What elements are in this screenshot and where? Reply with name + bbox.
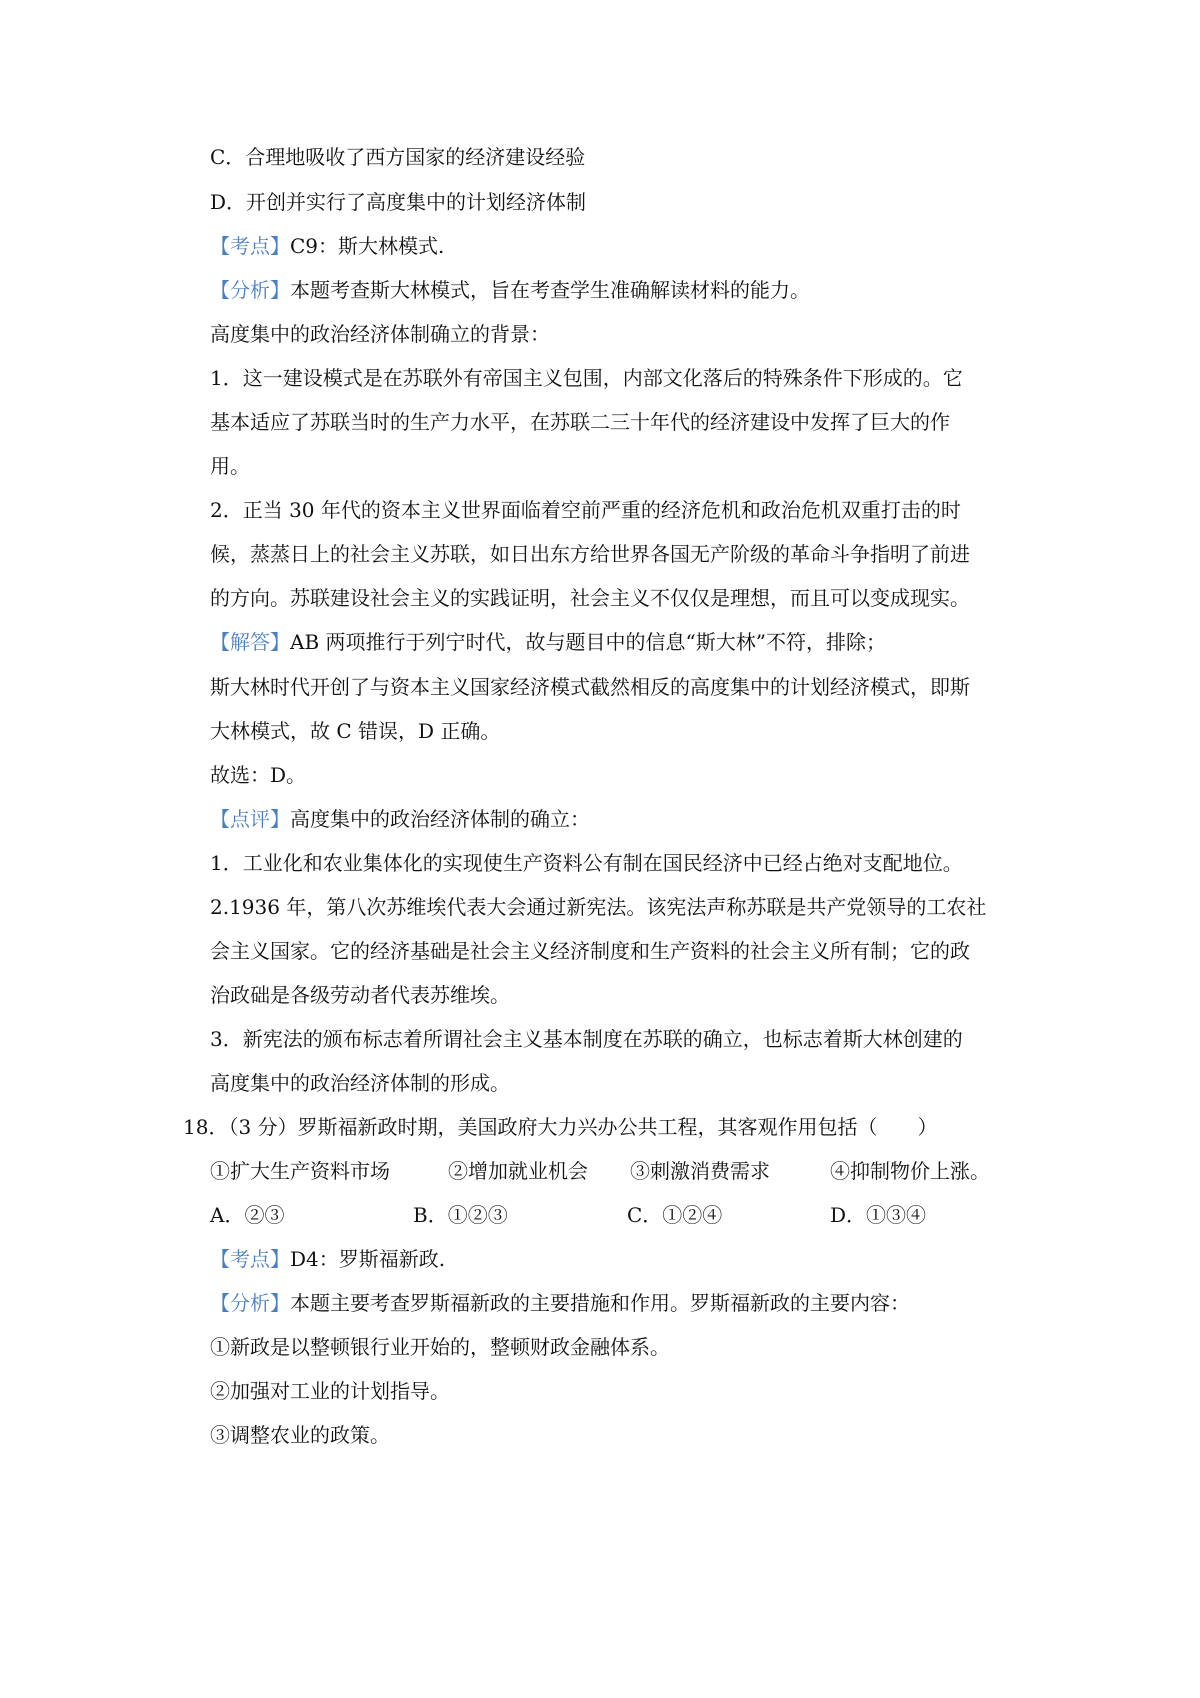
q18-item-2: ②增加就业机会 xyxy=(448,1159,588,1183)
kaodian-tag: 【考点】 xyxy=(210,234,290,258)
paragraph-line: 大林模式，故 C 错误，D 正确。 xyxy=(210,719,501,743)
q18-choice-b: B．①②③ xyxy=(413,1203,508,1227)
fenxi-line xyxy=(210,276,810,304)
option-d-text: D．开创并实行了高度集中的计划经济体制 xyxy=(210,190,587,214)
kaodian-text-2: D4：罗斯福新政. xyxy=(290,1247,446,1271)
paragraph-line: 1．工业化和农业集体化的实现使生产资料公有制在国民经济中已经占绝对支配地位。 xyxy=(210,851,963,875)
kaodian-line xyxy=(210,232,444,260)
jieda-tag: 【解答】 xyxy=(210,630,290,654)
paragraph-line: 治政础是各级劳动者代表苏维埃。 xyxy=(210,983,510,1007)
q18-item-4: ④抑制物价上涨。 xyxy=(830,1159,990,1183)
jieda-line xyxy=(210,628,886,656)
dianping-tag: 【点评】 xyxy=(210,807,290,831)
paragraph-line: 基本适应了苏联当时的生产力水平，在苏联二三十年代的经济建设中发挥了巨大的作 xyxy=(210,410,950,434)
fenxi-line-2 xyxy=(210,1289,910,1317)
dianping-text: 高度集中的政治经济体制的确立： xyxy=(290,807,590,831)
paragraph-line: ②加强对工业的计划指导。 xyxy=(210,1379,450,1403)
paragraph-line: 3．新宪法的颁布标志着所谓社会主义基本制度在苏联的确立，也标志着斯大林创建的 xyxy=(210,1027,963,1051)
paragraph-line: 的方向。苏联建设社会主义的实践证明，社会主义不仅仅是理想，而且可以变成现实。 xyxy=(210,586,970,610)
paragraph-line: 2.1936 年，第八次苏维埃代表大会通过新宪法。该宪法声称苏联是共产党领导的工农社 xyxy=(210,895,987,919)
q18-choice-c: C．①②④ xyxy=(627,1203,723,1227)
q18-item-3: ③刺激消费需求 xyxy=(630,1159,770,1183)
q18-choice-d: D．①③④ xyxy=(830,1203,927,1227)
paragraph-line: ①新政是以整顿银行业开始的，整顿财政金融体系。 xyxy=(210,1335,670,1359)
paragraph-line: 1．这一建设模式是在苏联外有帝国主义包围，内部文化落后的特殊条件下形成的。它 xyxy=(210,366,963,390)
kaodian-tag-2: 【考点】 xyxy=(210,1247,290,1271)
fenxi-tag-2: 【分析】 xyxy=(210,1291,290,1315)
fenxi-text: 本题考查斯大林模式，旨在考查学生准确解读材料的能力。 xyxy=(290,278,810,302)
kaodian-line-2 xyxy=(210,1245,445,1273)
answer-line: 故选：D。 xyxy=(210,763,307,787)
paragraph-line: 高度集中的政治经济体制确立的背景： xyxy=(210,322,550,346)
paragraph-line: 高度集中的政治经济体制的形成。 xyxy=(210,1071,510,1095)
paragraph-line: 用。 xyxy=(210,454,250,478)
paragraph-line: ③调整农业的政策。 xyxy=(210,1423,390,1447)
option-c-text: C．合理地吸收了西方国家的经济建设经验 xyxy=(210,145,586,169)
fenxi-tag: 【分析】 xyxy=(210,278,290,302)
dianping-line xyxy=(210,805,590,833)
kaodian-text: C9：斯大林模式. xyxy=(290,234,445,258)
paragraph-line: 会主义国家。它的经济基础是社会主义经济制度和生产资料的社会主义所有制；它的政 xyxy=(210,939,970,963)
q18-item-1: ①扩大生产资料市场 xyxy=(210,1159,390,1183)
question-18-stem: 18．（3 分）罗斯福新政时期，美国政府大力兴办公共工程，其客观作用包括（ ） xyxy=(183,1115,938,1139)
q18-choice-a: A．②③ xyxy=(210,1203,285,1227)
fenxi-text-2: 本题主要考查罗斯福新政的主要措施和作用。罗斯福新政的主要内容： xyxy=(290,1291,910,1315)
paragraph-line: 2．正当 30 年代的资本主义世界面临着空前严重的经济危机和政治危机双重打击的时 xyxy=(210,498,961,522)
jieda-text: AB 两项推行于列宁时代，故与题目中的信息“斯大林”不符，排除； xyxy=(290,630,886,654)
paragraph-line: 斯大林时代开创了与资本主义国家经济模式截然相反的高度集中的计划经济模式，即斯 xyxy=(210,675,970,699)
paragraph-line: 候，蒸蒸日上的社会主义苏联，如日出东方给世界各国无产阶级的革命斗争指明了前进 xyxy=(210,542,970,566)
